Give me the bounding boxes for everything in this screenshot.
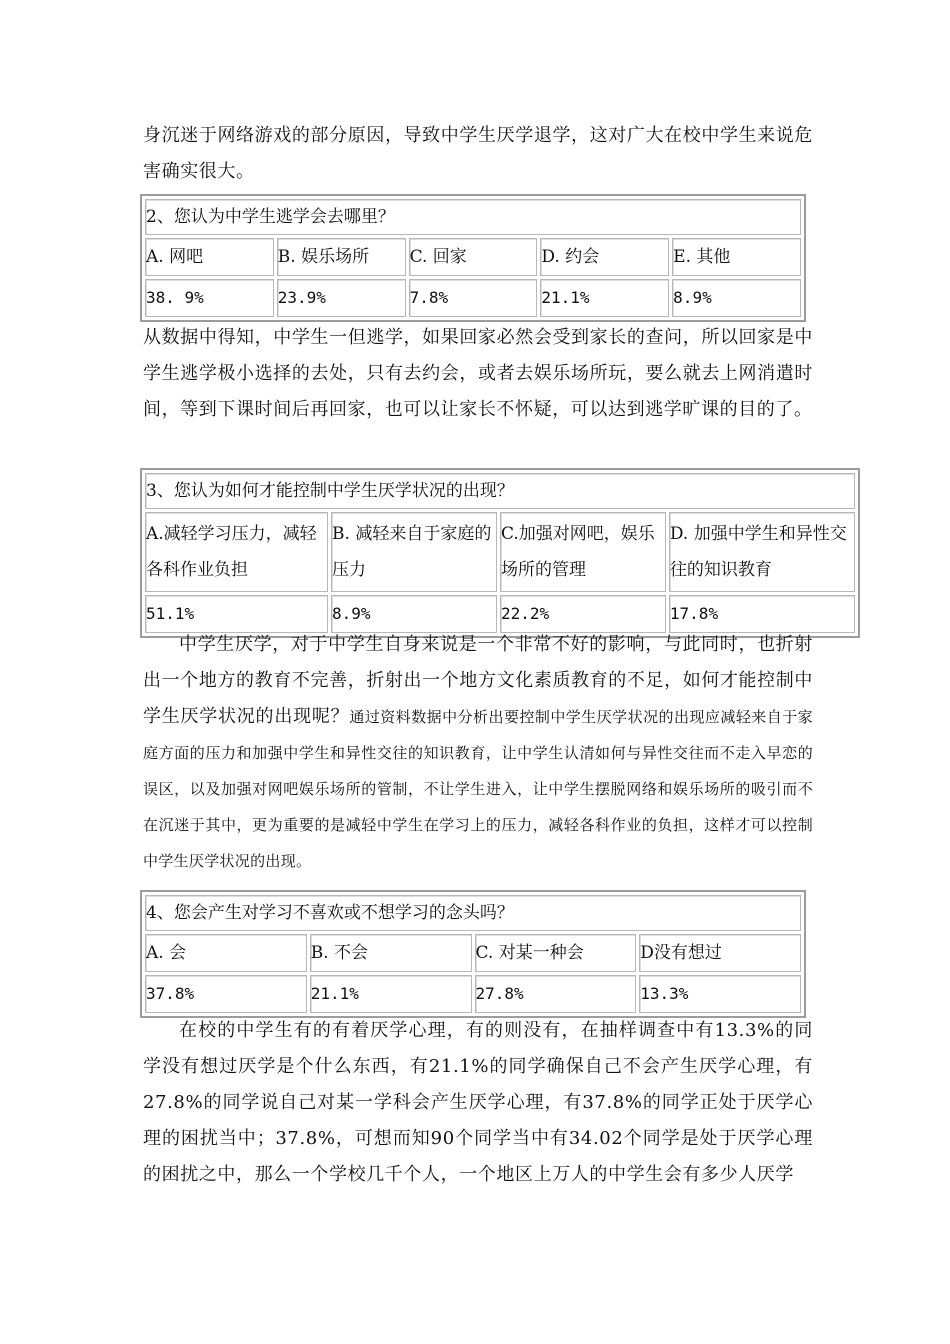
value-cell: 27.8% [475, 975, 637, 1013]
value-cell: 8.9% [672, 279, 801, 317]
option-cell: A.减轻学习压力，减轻各科作业负担 [145, 512, 328, 592]
paragraph-conclusion: 在校的中学生有的有着厌学心理，有的则没有，在抽样调查中有13.3%的同学没有想过厌学是个什么东西，有21.1%的同学确保自己不会产生厌学心理，有27.8%的同学说自己对某一学科会产生厌学心理，有37.8%的同学正处于厌学心理的困扰当中；37.8%，可想而知90个同学当中有34.02个同学是处于厌学心理的困扰之中，那么一个学校几千个人，一个地区上万人的中学生会有多少人厌学 [143, 1020, 813, 1185]
value-cell: 13.3% [639, 975, 801, 1013]
option-cell: E. 其他 [672, 238, 801, 276]
table-question: 3、您认为如何才能控制中学生厌学状况的出现？ [145, 473, 855, 509]
discussion-text-large: 中学生厌学，对于中学生自身来说是一个非常不好的影响，与此同时，也折射出一个地方的教育不完善，折射出一个地方文化素质教育的不足，如何才能控制中学生厌学状况的出现呢？ [143, 634, 813, 727]
paragraph-escape-analysis: 从数据中得知，中学生一但逃学，如果回家必然会受到家长的查问，所以回家是中学生逃学极小选择的去处，只有去约会，或者去娱乐场所玩，要么就去上网消遣时间，等到下课时间后再回家，也可以让家长不怀疑，可以达到逃学旷课的目的了。 [143, 327, 813, 420]
option-cell: C. 对某一种会 [475, 934, 637, 972]
value-cell: 8.9% [331, 595, 497, 633]
paragraph-intro: 身沉迷于网络游戏的部分原因，导致中学生厌学退学，这对广大在校中学生来说危害确实很大。 [143, 125, 813, 182]
option-cell: B. 减轻来自于家庭的压力 [331, 512, 497, 592]
survey-table-4 [140, 890, 806, 1018]
value-cell: 23.9% [277, 279, 406, 317]
value-cell: 22.2% [500, 595, 666, 633]
option-cell: A. 网吧 [145, 238, 274, 276]
value-cell: 7.8% [409, 279, 538, 317]
option-cell: C. 回家 [409, 238, 538, 276]
value-cell: 38. 9% [145, 279, 274, 317]
survey-table-2 [140, 194, 806, 322]
discussion-text-small: 通过资料数据中分析出要控制中学生厌学状况的出现应减轻来自于家庭方面的压力和加强中学生和异性交往的知识教育，让中学生认清如何与异性交往而不走入早恋的误区，以及加强对网吧娱乐场所的管制，不让学生进入，让中学生摆脱网络和娱乐场所的吸引而不在沉迷于其中，更为重要的是减轻中学生在学习上的压力，减轻各科作业的负担，这样才可以控制中学生厌学状况的出现。 [143, 708, 813, 870]
option-cell: B. 不会 [310, 934, 472, 972]
value-cell: 51.1% [145, 595, 328, 633]
option-cell: B. 娱乐场所 [277, 238, 406, 276]
value-cell: 37.8% [145, 975, 307, 1013]
value-cell: 21.1% [310, 975, 472, 1013]
table-question: 4、您会产生对学习不喜欢或不想学习的念头吗？ [145, 895, 801, 931]
option-cell: C.加强对网吧，娱乐场所的管理 [500, 512, 666, 592]
value-cell: 17.8% [669, 595, 855, 633]
option-cell: D. 约会 [540, 238, 669, 276]
paragraph-discussion [143, 627, 813, 879]
option-cell: D. 加强中学生和异性交往的知识教育 [669, 512, 855, 592]
option-cell: D没有想过 [639, 934, 801, 972]
value-cell: 21.1% [540, 279, 669, 317]
table-question: 2、您认为中学生逃学会去哪里？ [145, 199, 801, 235]
survey-table-3 [140, 468, 860, 638]
option-cell: A. 会 [145, 934, 307, 972]
